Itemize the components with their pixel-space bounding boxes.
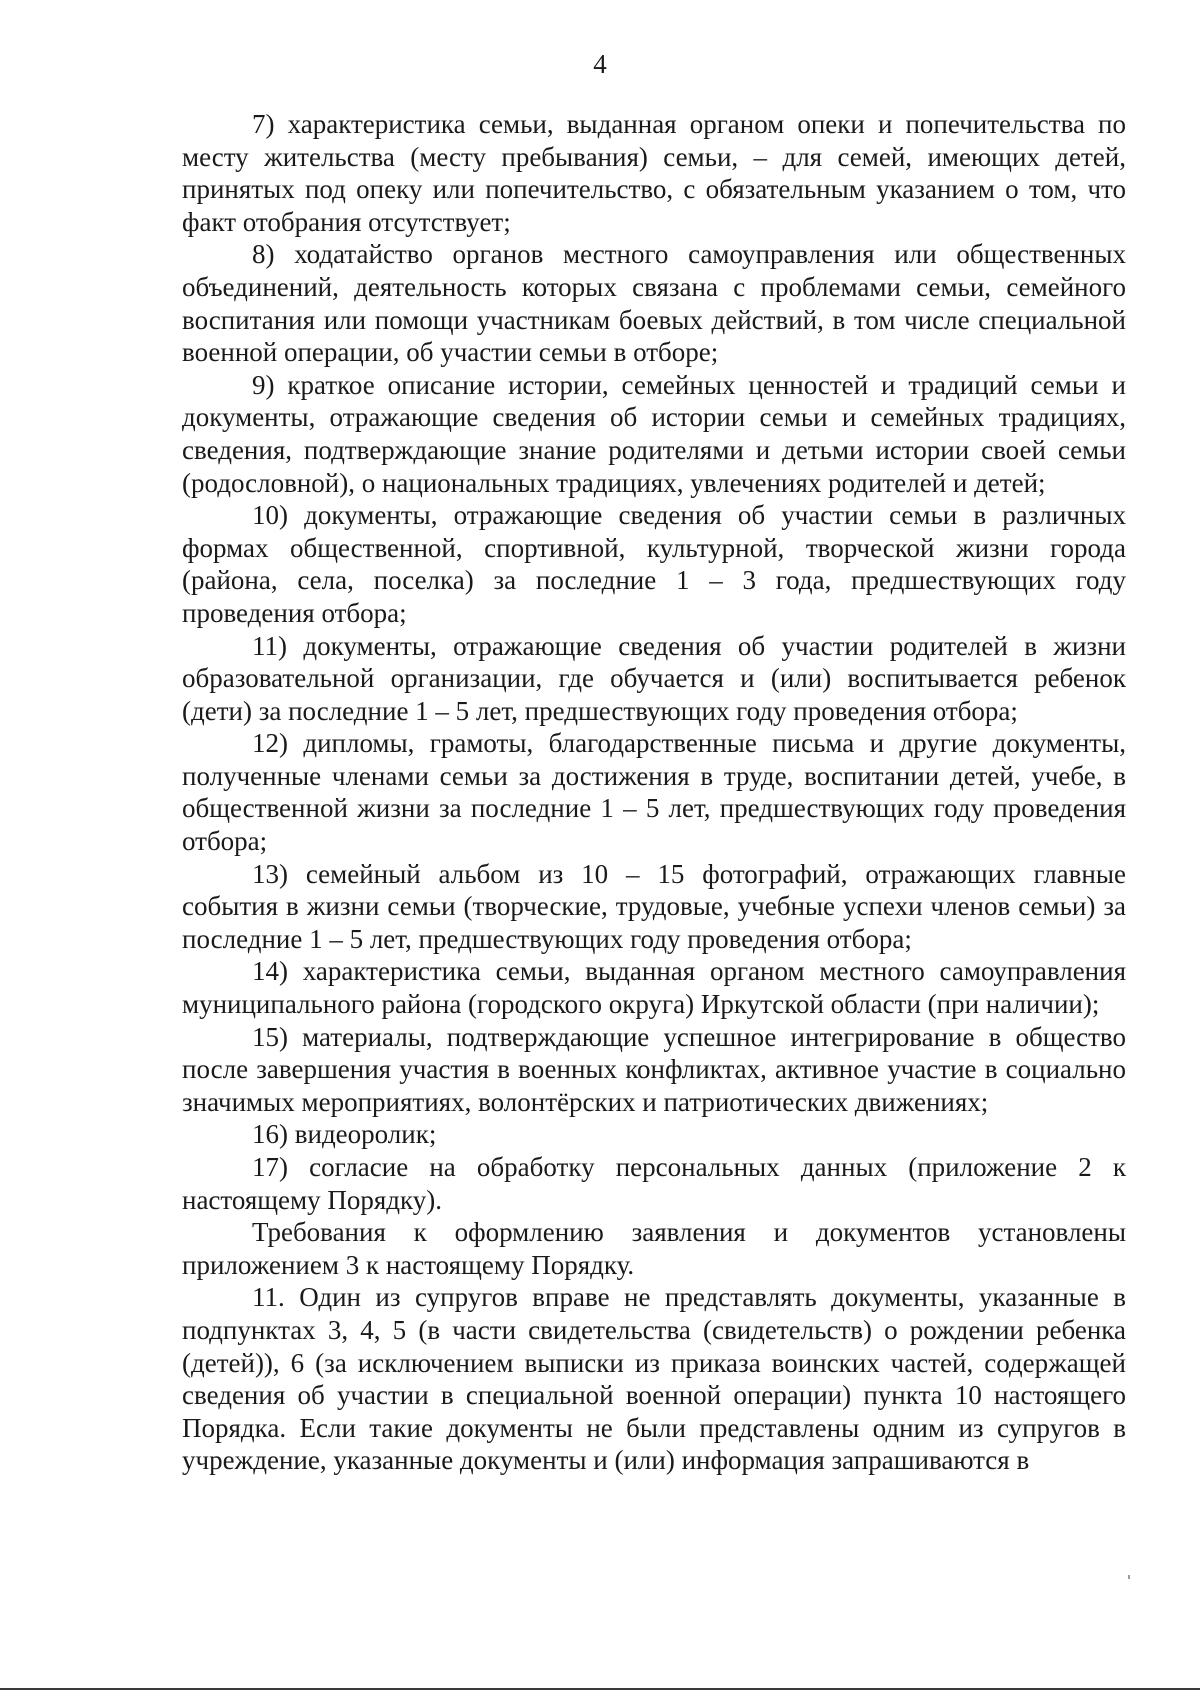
- list-item-8: 8) ходатайство органов местного самоуправления или общественных объединений, деятельность которых связана с проблемами семьи, семейного воспитания или помощи участникам боевых действий, в том числе специальной военной операции, об участии семьи в отборе;: [182, 239, 1126, 368]
- list-item-13: 13) семейный альбом из 10 – 15 фотографий, отражающих главные события в жизни семьи (творческие, трудовые, учебные успехи членов семьи) за последние 1 – 5 лет, предшествующих году проведения отбора;: [182, 858, 1126, 954]
- list-item-15: 15) материалы, подтверждающие успешное интегрирование в общество после завершения участия в военных конфликтах, активное участие в социально значимых мероприятиях, волонтёрских и патриотических движениях;: [182, 1021, 1126, 1117]
- scan-artifact: [1128, 1575, 1130, 1579]
- bottom-edge-line: [0, 1688, 1200, 1690]
- list-item-17: 17) согласие на обработку персональных данных (приложение 2 к настоящему Порядку).: [182, 1152, 1126, 1215]
- list-item-16: 16) видеоролик;: [252, 1119, 437, 1150]
- clause-11-paragraph: 11. Один из супругов вправе не представлять документы, указанные в подпунктах 3, 4, 5 (в части свидетельства (свидетельств) о рождении ребенка (детей)), 6 (за исключением выписки из приказа воинских частей, содержащей сведения об участии в специальной военной операции) пункта 10 настоящего Порядка. Если такие документы не были представлены одним из супругов в учреждение, указанные документы и (или) информация запрашиваются в: [182, 1282, 1126, 1476]
- list-item-10: 10) документы, отражающие сведения об участии семьи в различных формах общественной, спортивной, культурной, творческой жизни города (района, села, поселка) за последние 1 – 3 года, предшествующих году проведения отбора;: [182, 500, 1126, 628]
- document-body: [182, 108, 1126, 1477]
- list-item-11: 11) документы, отражающие сведения об участии родителей в жизни образовательной организации, где обучается и (или) воспитывается ребенок (дети) за последние 1 – 5 лет, предшествующих году проведения отбора;: [182, 630, 1126, 726]
- list-item-12: 12) дипломы, грамоты, благодарственные письма и другие документы, полученные членами семьи за достижения в труде, воспитании детей, учебе, в общественной жизни за последние 1 – 5 лет, предшествующих году проведения отбора;: [182, 728, 1126, 857]
- page-number: 4: [593, 49, 607, 79]
- requirements-paragraph: Требования к оформлению заявления и документов установлены приложением 3 к настоящему Порядку.: [182, 1217, 1126, 1280]
- list-item-14: 14) характеристика семьи, выданная органом местного самоуправления муниципального района (городского округа) Иркутской области (при наличии);: [182, 956, 1126, 1020]
- list-item-9: 9) краткое описание истории, семейных ценностей и традиций семьи и документы, отражающие сведения об истории семьи и семейных традициях, сведения, подтверждающие знание родителями и детьми истории своей семьи (родословной), о национальных традициях, увлечениях родителей и детей;: [182, 369, 1126, 498]
- list-item-7: 7) характеристика семьи, выданная органом опеки и попечительства по месту жительства (месту пребывания) семьи, – для семей, имеющих детей, принятых под опеку или попечительство, с обязательным указанием о том, что факт отобрания отсутствует;: [182, 109, 1126, 237]
